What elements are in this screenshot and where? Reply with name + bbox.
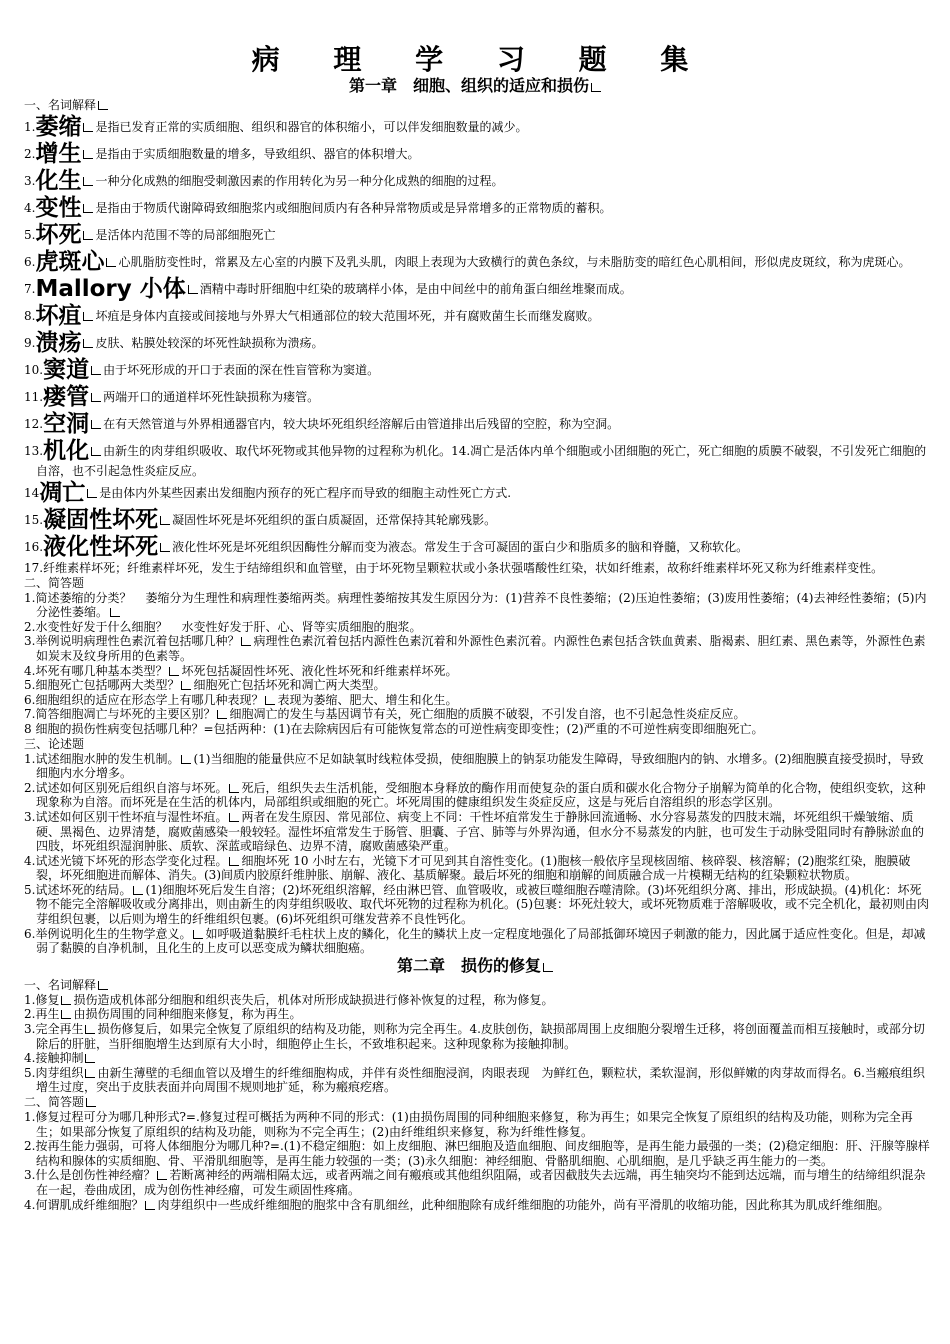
paragraph-mark-icon xyxy=(591,83,601,92)
paragraph-mark-icon xyxy=(83,339,93,348)
term-entry: 3.完全再生 损伤修复后，如果完全恢复了原组织的结构及功能，则称为完全再生。4.皮肤创伤，缺损部周围上皮细胞分裂增生迁移，将创面覆盖而相互接触时，或部分切除后的肝脏，当肝细胞增生达到原有大小时，细胞停止生长，不致堆积起来。这种现象称为接触抑制。 xyxy=(24,1022,925,1051)
chapter-1-answers xyxy=(22,591,930,737)
paragraph-mark-icon xyxy=(106,258,116,267)
answer-entry: 7.简答细胞凋亡与坏死的主要区别？ 细胞凋亡的发生与基因调节有关，死亡细胞的质膜不破裂，不引发自溶，也不引起急性炎症反应。 xyxy=(24,707,746,722)
term-entry: 1.修复 损伤造成机体部分细胞和组织丧失后，机体对所形成缺损进行修补恢复的过程，称为修复。 xyxy=(24,992,554,1007)
answer-entry: 2.按再生能力强弱，可将人体细胞分为哪几种?=.(1)不稳定细胞：如上皮细胞、淋巴细胞及造血细胞、间皮细胞等，是再生能力最强的一类；(2)稳定细胞：肝、汗腺等腺样结构和腺体的实质细胞、骨、平滑肌细胞等，是再生能力较强的一类；(3)永久细胞：神经细胞、骨骼肌细胞、心肌细胞，是几乎缺乏再生能力的一类。 xyxy=(24,1139,930,1168)
term-entry: 16.液化性坏死 液化性坏死是坏死组织因酶性分解而变为液态。常发生于含可凝固的蛋白少和脂质多的脑和脊髓，又称软化。 xyxy=(24,534,749,560)
answer-entry: 1.简述萎缩的分类？ 萎缩分为生理性和病理性萎缩两类。病理性萎缩按其发生原因分为：(1)营养不良性萎缩；(2)压迫性萎缩；(3)废用性萎缩；(4)去神经性萎缩；(5)内分泌性萎缩。 xyxy=(24,590,927,620)
term-entry: 9.溃疡 皮肤、粘膜处较深的坏死性缺损称为溃疡。 xyxy=(24,330,324,356)
paragraph-mark-icon xyxy=(98,981,108,990)
paragraph-mark-icon xyxy=(98,101,108,110)
paragraph-mark-icon xyxy=(91,393,101,402)
chapter-1-section-3: 三、论述题 xyxy=(24,736,85,751)
answer-entry: 3.举例说明病理性色素沉着包括哪几种？ 病理性色素沉着包括内源性色素沉着和外源性色素沉着。内源性色素包括含铁血黄素、脂褐素、胆红素、黑色素等，外源性色素如炭末及纹身所用的色素等。 xyxy=(24,634,926,663)
term-entry: 6.虎斑心 心肌脂肪变性时，常累及左心室的内膜下及乳头肌，肉眼上表现为大致横行的黄色条纹，与未脂肪变的暗红色心肌相间，形似虎皮斑纹，称为虎斑心。 xyxy=(24,249,911,275)
term-entry: 3.化生 一种分化成熟的细胞受刺激因素的作用转化为另一种分化成熟的细胞的过程。 xyxy=(24,168,504,194)
term-entry: 4.接触抑制 xyxy=(22,1051,930,1066)
answer-entry: 3.什么是创伤性神经瘤？ 若断离神经的两端相隔太远，或者两端之间有瘢痕或其他组织阻隔，或者因截肢失去远端，再生轴突均不能到达远端，而与增生的结缔组织混杂在一起，卷曲成团，成为创伤性神经瘤，可发生顽固性疼痛。 xyxy=(24,1168,926,1197)
answer-entry: 4.何谓肌成纤维细胞？ 肉芽组织中一些成纤维细胞的胞浆中含有肌细丝，此种细胞除有成纤维细胞的功能外，尚有平滑肌的收缩功能，因此称其为肌成纤维细胞。 xyxy=(24,1197,890,1212)
essay-entry: 6.举例说明化生的生物学意义。 如呼吸道黏膜纤毛柱状上皮的鳞化，化生的鳞状上皮一定程度地强化了局部抵御环境因子刺激的能力，因此属于适应性变化。但是，却减弱了黏膜的自净机制，且化生的上皮可以恶变成为鳞状细胞癌。 xyxy=(24,926,926,956)
term-entry: 2.增生 是指由于实质细胞数量的增多，导致组织、器官的体积增大。 xyxy=(24,141,420,167)
term-entry: 7.Mallory 小体 酒精中毒时肝细胞中红染的玻璃样小体，是由中间丝中的前角蛋白细丝堆聚而成。 xyxy=(24,276,632,302)
paragraph-mark-icon xyxy=(188,285,198,294)
paragraph-mark-icon xyxy=(83,150,93,159)
paragraph-mark-icon xyxy=(83,204,93,213)
paragraph-mark-icon xyxy=(229,813,239,822)
paragraph-mark-icon xyxy=(87,489,97,498)
term-entry: 8.坏疽 坏疽是身体内直接或间接地与外界大气相通部位的较大范围坏死，并有腐败菌生长而继发腐败。 xyxy=(24,303,600,329)
paragraph-mark-icon xyxy=(61,996,71,1005)
paragraph-mark-icon xyxy=(91,366,101,375)
chapter-2-section-2: 二、简答题 xyxy=(24,1095,930,1110)
paragraph-mark-icon xyxy=(83,123,93,132)
paragraph-mark-icon xyxy=(85,1054,95,1063)
paragraph-mark-icon xyxy=(160,516,170,525)
paragraph-mark-icon xyxy=(241,637,251,646)
paragraph-mark-icon xyxy=(85,1025,95,1034)
term-entry: 10.窦道 由于坏死形成的开口于表面的深在性盲管称为窦道。 xyxy=(24,357,380,383)
term-entry: 12.空洞 在有天然管道与外界相通器官内，较大块坏死组织经溶解后由管道排出后残留的空腔，称为空洞。 xyxy=(24,411,620,437)
chapter-1-title: 第一章 细胞、组织的适应和损伤 xyxy=(22,76,930,96)
paragraph-mark-icon xyxy=(157,1171,167,1180)
document-title: 病 理 学 习 题 集 xyxy=(251,43,711,76)
term-entry: 5.肉芽组织 由新生薄壁的毛细血管以及增生的纤维细胞构成，并伴有炎性细胞浸润，肉眼表现 为鲜红色，颗粒状，柔软湿润，形似鲜嫩的肉芽故而得名。6.当瘢痕组织增生过度，突出于皮肤表面并向周围不规则地扩延，称为瘢痕疙瘩。 xyxy=(24,1065,925,1095)
paragraph-mark-icon xyxy=(160,543,170,552)
chapter-1-essays xyxy=(22,752,930,956)
paragraph-mark-icon xyxy=(86,1098,96,1107)
chapter-1-terms xyxy=(22,114,930,576)
paragraph-mark-icon xyxy=(169,667,179,676)
paragraph-mark-icon xyxy=(83,231,93,240)
essay-entry: 3.试述如何区别干性坏疽与湿性坏疽。 两者在发生原因、常见部位、病变上不同：干性坏疽常发生于静脉回流通畅、水分容易蒸发的四肢末端，坏死组织干燥皱缩、质硬、黑褐色、边界清楚，腐败菌感染一般较轻。湿性坏疽常发生于肠管、胆囊、子宫、肺等与外界沟通，但水分不易蒸发的内脏，也可发生于动脉受阻同时有静脉淤血的四肢，坏死组织湿润肿胀、质软、深蓝或暗绿色、边界不清，腐败菌感染严重。 xyxy=(24,809,925,854)
answer-entry: 4.坏死有哪几种基本类型？ 坏死包括凝固性坏死、液化性坏死和纤维素样坏死。 xyxy=(24,663,458,678)
paragraph-mark-icon xyxy=(217,710,227,719)
term-entry: 2.再生 由损伤周围的同种细胞来修复，称为再生。 xyxy=(24,1007,302,1022)
paragraph-mark-icon xyxy=(83,177,93,186)
paragraph-mark-icon xyxy=(543,963,553,972)
answer-entry: 1.修复过程可分为哪几种形式?=.修复过程可概括为两种不同的形式：(1)由损伤周围的同种细胞来修复，称为再生；如果完全恢复了原组织的结构及功能，则称为完全再生；如果部分恢复了原组织的结构及功能，则称为不完全再生；(2)由纤维组织来修复，称为纤维性修复。 xyxy=(24,1110,913,1139)
answer-entry: 8 细胞的损伤性病变包括哪几种？=包括两种：(1)在去除病因后有可能恢复常态的可逆性病变即变性；(2)严重的不可逆性病变即细胞死亡。 xyxy=(24,721,764,736)
chapter-2-title: 第二章 损伤的修复 xyxy=(22,956,930,976)
essay-entry: 4.试述光镜下坏死的形态学变化过程。 细胞坏死 10 小时左右，光镜下才可见到其自溶性变化。(1)胞核一般依序呈现核固缩、核碎裂、核溶解；(2)胞浆红染，胞膜破裂，坏死细胞进而解体、消失。(3)间质内胶原纤维肿胀、崩解、液化、基质解聚。最后坏死的细胞和崩解的间质融合成一片模糊无结构的红染颗粒状物质。 xyxy=(24,853,911,883)
chapter-1-section-2: 二、简答题 xyxy=(24,575,85,590)
paragraph-mark-icon xyxy=(145,1201,155,1210)
paragraph-mark-icon xyxy=(91,447,101,456)
essay-entry: 5.试述坏死的结局。 (1)细胞坏死后发生自溶；(2)坏死组织溶解，经由淋巴管、血管吸收，或被巨噬细胞吞噬清除。(3)坏死组织分离、排出，形成缺损。(4)机化：坏死物不能完全溶解吸收或分离排出，则由新生的肉芽组织吸收、取代坏死物的过程称为机化。(5)包裹：坏死灶较大，或坏死物质难于溶解吸收，或不完全机化，最初则由肉芽组织包裹，以后则为增生的纤维组织包裹。(6)坏死组织可继发营养不良性钙化。 xyxy=(24,882,930,927)
answer-entry: 2.水变性好发于什么细胞？ 水变性好发于肝、心、肾等实质细胞的胞浆。 xyxy=(24,619,422,634)
term-entry: 1.萎缩 是指已发育正常的实质细胞、组织和器官的体积缩小，可以伴发细胞数量的减少。 xyxy=(24,114,528,140)
chapter-2-section-1: 一、名词解释 xyxy=(24,978,930,993)
paragraph-mark-icon xyxy=(229,784,239,793)
term-entry: 14凋亡 是由体内外某些因素出发细胞内预存的死亡程序而导致的细胞主动性死亡方式. xyxy=(24,480,512,506)
paragraph-mark-icon xyxy=(193,930,203,939)
paragraph-mark-icon xyxy=(85,1069,95,1078)
term-entry: 15.凝固性坏死 凝固性坏死是坏死组织的蛋白质凝固，还常保持其轮廓残影。 xyxy=(24,507,497,533)
essay-entry: 2.试述如何区别死后组织自溶与坏死。 死后，组织失去生活机能，受细胞本身释放的酶作用而使复杂的蛋白质和碳水化合物分子崩解为简单的化合物，使组织变软，这种现象称为自溶。而坏死是在生活的机体内，局部组织或细胞的死亡。坏死周围的健康组织发生炎症反应，这是与死后自溶组织的形态学区别。 xyxy=(24,780,926,810)
chapter-2-terms xyxy=(22,993,930,1095)
paragraph-mark-icon xyxy=(133,886,143,895)
paragraph-mark-icon xyxy=(61,1010,71,1019)
paragraph-mark-icon xyxy=(83,312,93,321)
essay-entry: 1.试述细胞水肿的发生机制。 (1)当细胞的能量供应不足如缺氧时线粒体受损，使细胞膜上的钠泵功能发生障碍，导致细胞内的钠、水增多。(2)细胞膜直接受损时，导致细胞内水分增多。 xyxy=(24,751,924,781)
answer-entry: 6.细胞组织的适应在形态学上有哪几种表现？ 表现为萎缩、肥大、增生和化生。 xyxy=(24,692,458,707)
paragraph-mark-icon xyxy=(181,681,191,690)
answer-entry: 5.细胞死亡包括哪两大类型？ 细胞死亡包括坏死和凋亡两大类型。 xyxy=(24,678,386,693)
paragraph-mark-icon xyxy=(265,696,275,705)
paragraph-mark-icon xyxy=(181,755,191,764)
term-entry: 5.坏死 是活体内范围不等的局部细胞死亡 xyxy=(24,222,276,248)
term-entry: 17.纤维素样坏死；纤维素样坏死，发生于结缔组织和血管壁，由于坏死物呈颗粒状或小条状强嗜酸性红染，状如纤维素，故称纤维素样坏死又称为纤维素样变性。 xyxy=(24,561,884,575)
chapter-1-section-1: 一、名词解释 xyxy=(24,98,930,113)
term-entry: 11.瘘管 两端开口的通道样坏死性缺损称为瘘管。 xyxy=(24,384,320,410)
paragraph-mark-icon xyxy=(110,608,120,617)
chapter-2-answers xyxy=(22,1110,930,1212)
term-entry: 4.变性 是指由于物质代谢障碍致细胞浆内或细胞间质内有各种异常物质或是异常增多的正常物质的蓄积。 xyxy=(24,195,612,221)
paragraph-mark-icon xyxy=(91,420,101,429)
term-entry: 13.机化 由新生的肉芽组织吸收、取代坏死物或其他异物的过程称为机化。14.凋亡是活体内单个细胞或小团细胞的死亡，死亡细胞的质膜不破裂，不引发死亡细胞的自溶，也不引起急性炎症反应。 xyxy=(24,438,927,478)
paragraph-mark-icon xyxy=(229,857,239,866)
